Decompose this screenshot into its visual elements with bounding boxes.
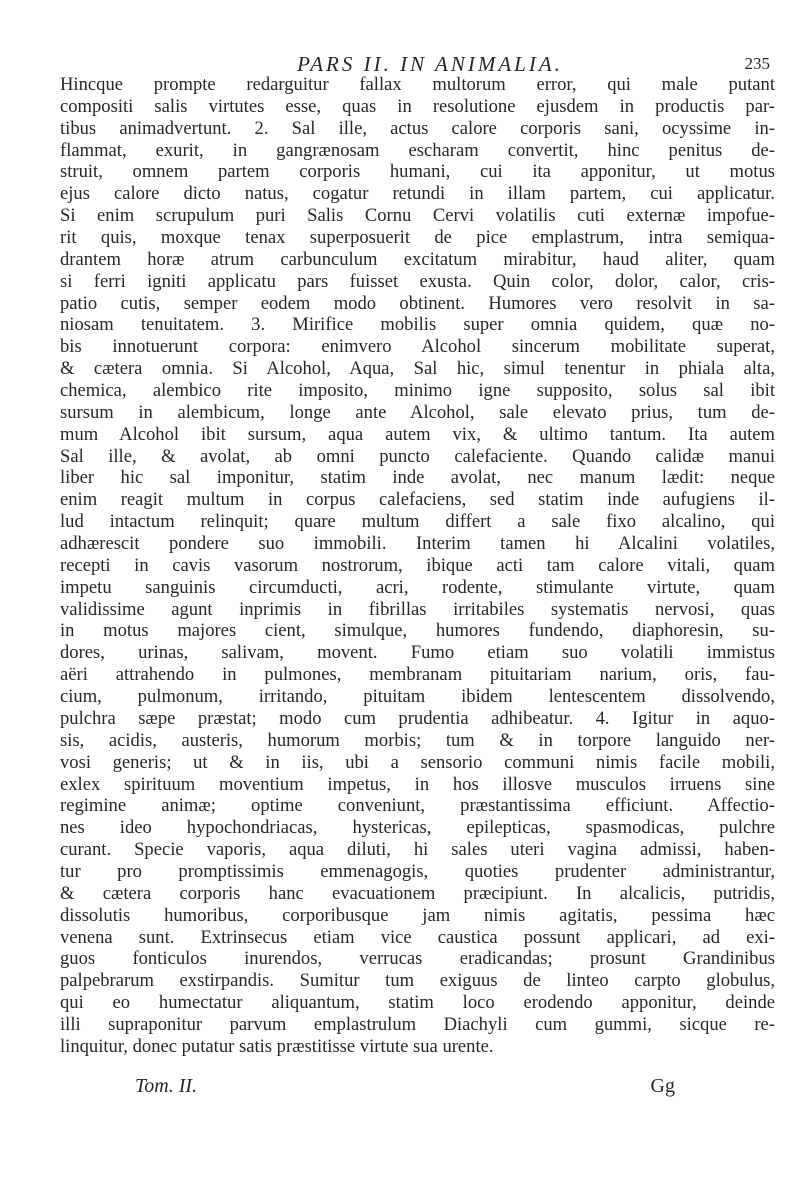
page-footer xyxy=(135,1075,675,1101)
text-line: illi supraponitur parvum emplastrulum Diachyli cum gummi, sicque re- xyxy=(60,1013,775,1035)
text-line: bis innotuerunt corpora: enimvero Alcohol sincerum mobilitate superat, xyxy=(60,336,775,358)
body-text xyxy=(60,74,775,1058)
text-line: mum Alcohol ibit sursum, aqua autem vix, & ultimo tantum. Ita autem xyxy=(60,423,775,445)
text-line: palpebrarum exstirpandis. Sumitur tum exiguus de linteo carpto globulus, xyxy=(60,970,775,992)
text-line: lud intactum relinquit; quare multum differt a sale fixo alcalino, qui xyxy=(60,511,775,533)
text-line: dissolutis humoribus, corporibusque jam nimis agitatis, pessima hæc xyxy=(60,904,775,926)
text-line: liber hic sal imponitur, statim inde avolat, nec manum lædit: neque xyxy=(60,467,775,489)
text-line: in motus majores cient, simulque, humores fundendo, diaphoresin, su- xyxy=(60,620,775,642)
text-line: venena sunt. Extrinsecus etiam vice caustica possunt applicari, ad exi- xyxy=(60,926,775,948)
text-line: si ferri igniti applicatu pars fuisset exusta. Quin color, dolor, calor, cris- xyxy=(60,270,775,292)
text-line: drantem horæ atrum carbunculum excitatum mirabitur, haud aliter, quam xyxy=(60,248,775,270)
text-line: rit quis, moxque tenax superposuerit de pice emplastrum, intra semiqua- xyxy=(60,227,775,249)
text-line: guos fonticulos inurendos, verrucas eradicandas; prosunt Grandinibus xyxy=(60,948,775,970)
text-line: enim reagit multum in corpus calefaciens, sed statim inde aufugiens il- xyxy=(60,489,775,511)
text-line: cium, pulmonum, irritando, pituitam ibidem lentescentem dissolvendo, xyxy=(60,686,775,708)
text-line: nes ideo hypochondriacas, hystericas, epilepticas, spasmodicas, pulchre xyxy=(60,817,775,839)
text-line: qui eo humectatur aliquantum, statim loco erodendo apponitur, deinde xyxy=(60,992,775,1014)
text-line: ejus calore dicto natus, cogatur retundi in illam partem, cui applicatur. xyxy=(60,183,775,205)
text-line: Sal ille, & avolat, ab omni puncto calefaciente. Quando calidæ manui xyxy=(60,445,775,467)
text-line: tibus animadvertunt. 2. Sal ille, actus calore corporis sani, ocyssime in- xyxy=(60,117,775,139)
text-line: regimine animæ; optime conveniunt, præstantissima efficiunt. Affectio- xyxy=(60,795,775,817)
volume-mark: Tom. II. xyxy=(135,1075,198,1097)
text-line: struit, omnem partem corporis humani, cui ita apponitur, ut motus xyxy=(60,161,775,183)
text-line: adhærescit pondere suo immobili. Interim tamen hi Alcalini volatiles, xyxy=(60,533,775,555)
text-line: recepti in cavis vasorum nostrorum, ibique acti tam calore vitali, quam xyxy=(60,554,775,576)
text-line: dores, urinas, salivam, movent. Fumo etiam suo volatili immistus xyxy=(60,642,775,664)
text-line: flammat, exurit, in gangrænosam escharam convertit, hinc penitus de- xyxy=(60,139,775,161)
text-line: Hincque prompte redarguitur fallax multorum error, qui male putant xyxy=(60,74,775,95)
text-line: vosi generis; ut & in iis, ubi a sensorio communi nimis facile mobili, xyxy=(60,751,775,773)
text-line: exlex spirituum moventium impetus, in hos illosve musculos irruens sine xyxy=(60,773,775,795)
text-line: chemica, alembico rite imposito, minimo igne supposito, solus sal ibit xyxy=(60,380,775,402)
text-line: patio cutis, semper eodem modo obtinent. Humores vero resolvit in sa- xyxy=(60,292,775,314)
text-line: pulchra sæpe præstat; modo cum prudentia adhibeatur. 4. Igitur in aquo- xyxy=(60,707,775,729)
text-line: curant. Specie vaporis, aqua diluti, hi sales uteri vagina admissi, haben- xyxy=(60,839,775,861)
signature-mark: Gg xyxy=(650,1075,675,1097)
running-title: PARS II. IN ANIMALIA. xyxy=(297,52,563,76)
page-number: 235 xyxy=(744,54,770,73)
text-line: compositi salis virtutes esse, quas in resolutione ejusdem in productis par- xyxy=(60,95,775,117)
text-line: aëri attrahendo in pulmones, membranam pituitariam narium, oris, fau- xyxy=(60,664,775,686)
text-line: niosam tenuitatem. 3. Mirifice mobilis super omnia quidem, quæ no- xyxy=(60,314,775,336)
text-line: sis, acidis, austeris, humorum morbis; tum & in torpore languido ner- xyxy=(60,729,775,751)
text-line: Si enim scrupulum puri Salis Cornu Cervi volatilis cuti externæ impofue- xyxy=(60,205,775,227)
text-line: impetu sanguinis circumducti, acri, rodente, stimulante virtute, quam xyxy=(60,576,775,598)
text-line: validissime agunt inprimis in fibrillas irritabiles systematis nervosi, quas xyxy=(60,598,775,620)
text-line: & cætera omnia. Si Alcohol, Aqua, Sal hic, simul tenentur in phiala alta, xyxy=(60,358,775,380)
text-line: tur pro promptissimis emmenagogis, quoties prudenter administrantur, xyxy=(60,860,775,882)
text-line: & cætera corporis hanc evacuationem præcipiunt. In alcalicis, putridis, xyxy=(60,882,775,904)
text-line: sursum in alembicum, longe ante Alcohol, sale elevato prius, tum de- xyxy=(60,401,775,423)
text-line: linquitur, donec putatur satis præstitisse virtute sua urente. xyxy=(60,1035,494,1057)
